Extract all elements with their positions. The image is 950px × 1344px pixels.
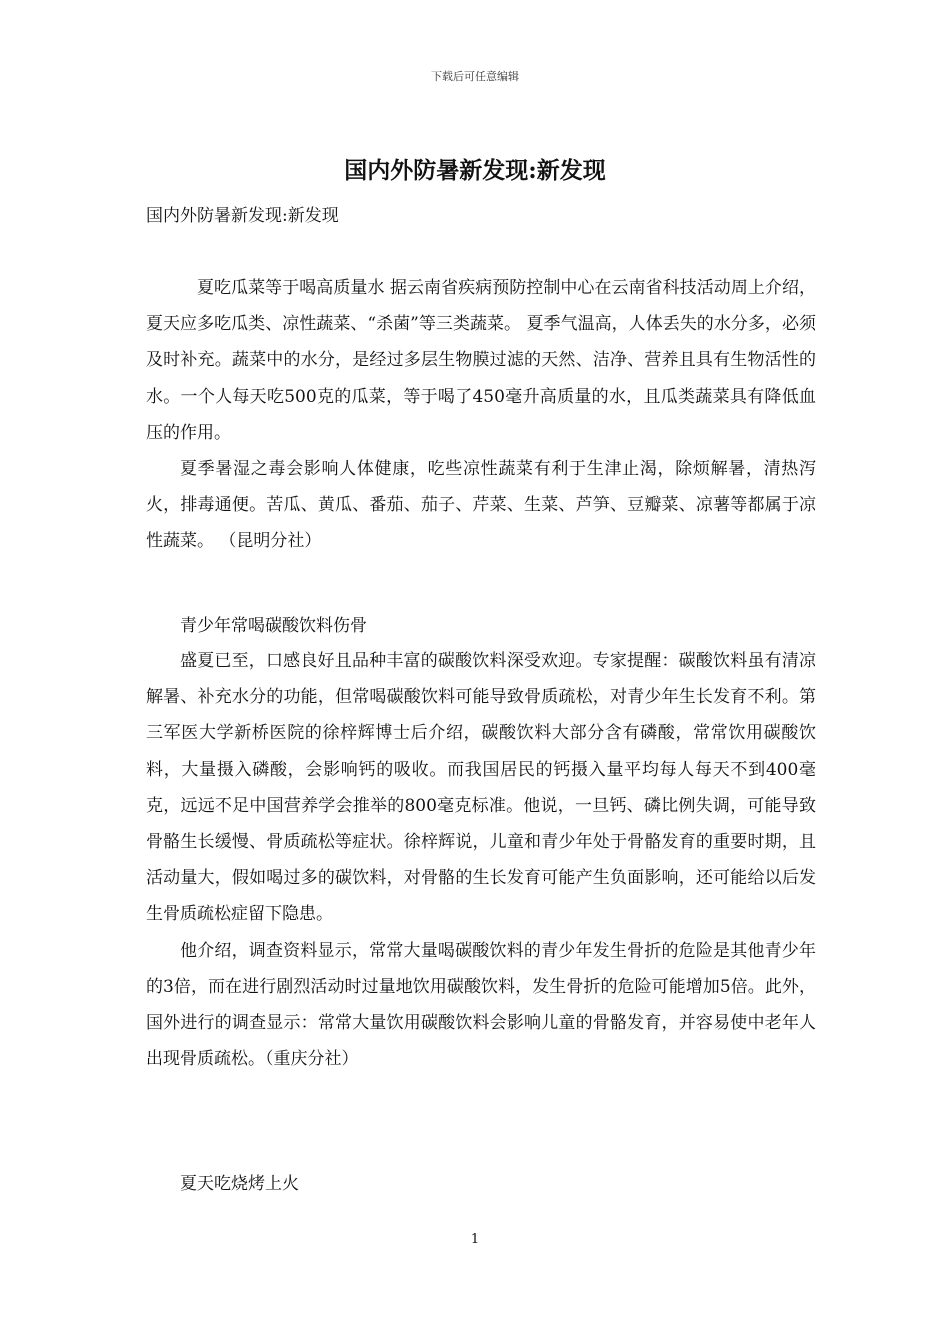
document-subtitle: 国内外防暑新发现:新发现 <box>146 206 339 226</box>
page-number: 1 <box>470 1232 480 1247</box>
section-1 <box>146 270 816 560</box>
paragraph: 盛夏已至，口感良好且品种丰富的碳酸饮料深受欢迎。专家提醒：碳酸饮料虽有清凉解暑、补充水分的功能，但常喝碳酸饮料可能导致骨质疏松，对青少年生长发育不利。第三军医大学新桥医院的徐梓辉博士后介绍，碳酸饮料大部分含有磷酸，常常饮用碳酸饮料，大量摄入磷酸，会影响钙的吸收。而我国居民的钙摄入量平均每人每天不到400毫克，远远不足中国营养学会推举的800毫克标准。他说，一旦钙、磷比例失调，可能导致骨骼生长缓慢、骨质疏松等症状。徐梓辉说，儿童和青少年处于骨骼发育的重要时期，且活动量大，假如喝过多的碳饮料，对骨骼的生长发育可能产生负面影响，还可能给以后发生骨质疏松症留下隐患。 <box>146 651 816 925</box>
document-title: 国内外防暑新发现:新发现 <box>344 157 606 184</box>
section-heading: 夏天吃烧烤上火 <box>180 1174 299 1194</box>
section-2 <box>146 643 816 1077</box>
paragraph: 夏季暑湿之毒会影响人体健康，吃些凉性蔬菜有利于生津止渴，除烦解暑，清热泻火，排毒通便。苦瓜、黄瓜、番茄、茄子、芹菜、生菜、芦笋、豆瓣菜、凉薯等都属于凉性蔬菜。 （昆明分社） <box>146 459 816 552</box>
paragraph: 夏吃瓜菜等于喝高质量水 据云南省疾病预防控制中心在云南省科技活动周上介绍，夏天应多吃瓜类、凉性蔬菜、“杀菌”等三类蔬菜。 夏季气温高，人体丢失的水分多，必须及时补充。蔬菜中的水分，是经过多层生物膜过滤的天然、洁净、营养且具有生物活性的水。一个人每天吃500克的瓜菜，等于喝了450毫升高质量的水，且瓜类蔬菜具有降低血压的作用。 <box>146 278 816 443</box>
paragraph: 他介绍，调查资料显示，常常大量喝碳酸饮料的青少年发生骨折的危险是其他青少年的3倍，而在进行剧烈活动时过量地饮用碳酸饮料，发生骨折的危险可能增加5倍。此外，国外进行的调查显示：常常大量饮用碳酸饮料会影响儿童的骨骼发育，并容易使中老年人出现骨质疏松。（重庆分社） <box>146 940 816 1070</box>
header-note: 下载后可任意编辑 <box>431 70 519 83</box>
section-heading: 青少年常喝碳酸饮料伤骨 <box>180 616 367 636</box>
